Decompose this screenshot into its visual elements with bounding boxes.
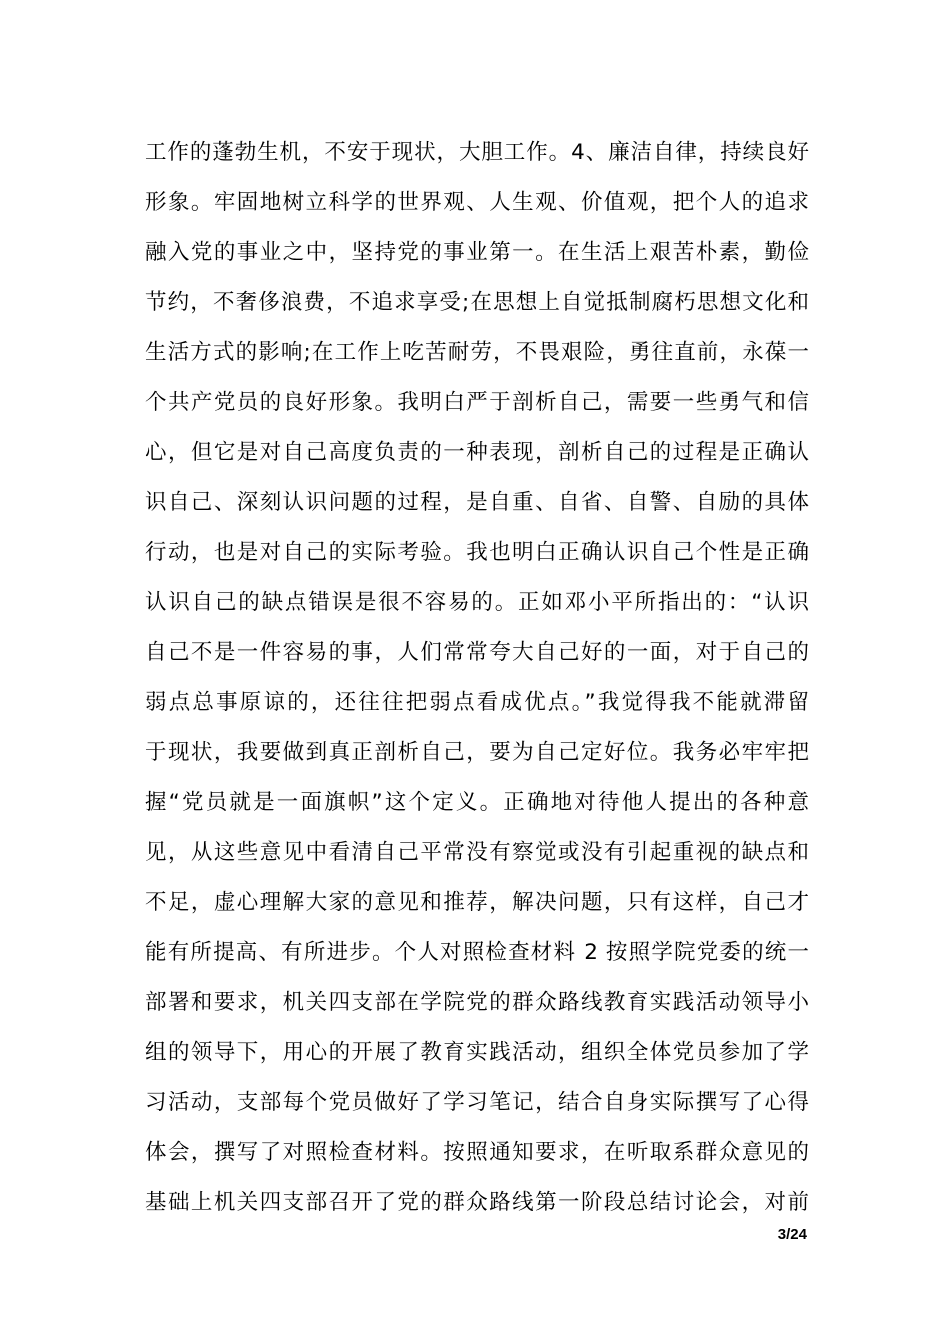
text-line: 节约，不奢侈浪费，不追求享受;在思想上自觉抵制腐朽思想文化和 (145, 290, 809, 315)
text-line: 融入党的事业之中，坚持党的事业第一。在生活上艰苦朴素，勤俭 (145, 240, 809, 265)
text-line: 认识自己的缺点错误是很不容易的。正如邓小平所指出的：“认识 (145, 590, 809, 615)
text-line: 能有所提高、有所进步。个人对照检查材料 2 按照学院党委的统一 (145, 940, 809, 965)
text-line: 自己不是一件容易的事，人们常常夸大自己好的一面，对于自己的 (145, 640, 809, 665)
text-line: 个共产党员的良好形象。我明白严于剖析自己，需要一些勇气和信 (145, 390, 809, 415)
text-line: 形象。牢固地树立科学的世界观、人生观、价值观，把个人的追求 (145, 190, 809, 215)
text-line: 组的领导下，用心的开展了教育实践活动，组织全体党员参加了学 (145, 1040, 809, 1065)
text-line: 于现状，我要做到真正剖析自己，要为自己定好位。我务必牢牢把 (145, 740, 809, 765)
text-line: 生活方式的影响;在工作上吃苦耐劳，不畏艰险，勇往直前，永葆一 (145, 340, 809, 365)
text-line: 不足，虚心理解大家的意见和推荐，解决问题，只有这样，自己才 (145, 890, 809, 915)
text-line: 工作的蓬勃生机，不安于现状，大胆工作。4、廉洁自律，持续良好 (145, 140, 809, 165)
text-line: 行动，也是对自己的实际考验。我也明白正确认识自己个性是正确 (145, 540, 809, 565)
text-line: 体会，撰写了对照检查材料。按照通知要求，在听取系群众意见的 (145, 1140, 809, 1165)
text-line: 基础上机关四支部召开了党的群众路线第一阶段总结讨论会，对前 (145, 1190, 809, 1215)
text-line: 习活动，支部每个党员做好了学习笔记，结合自身实际撰写了心得 (145, 1090, 809, 1115)
body-text (145, 128, 809, 1228)
text-line: 弱点总事原谅的，还往往把弱点看成优点。”我觉得我不能就滞留 (145, 690, 809, 715)
text-line: 识自己、深刻认识问题的过程，是自重、自省、自警、自励的具体 (145, 490, 809, 515)
text-line: 见，从这些意见中看清自己平常没有察觉或没有引起重视的缺点和 (145, 840, 809, 865)
text-line: 握“党员就是一面旗帜”这个定义。正确地对待他人提出的各种意 (145, 790, 809, 815)
text-line: 心，但它是对自己高度负责的一种表现，剖析自己的过程是正确认 (145, 440, 809, 465)
page-number: 3/24 (777, 1226, 807, 1243)
text-line: 部署和要求，机关四支部在学院党的群众路线教育实践活动领导小 (145, 990, 809, 1015)
